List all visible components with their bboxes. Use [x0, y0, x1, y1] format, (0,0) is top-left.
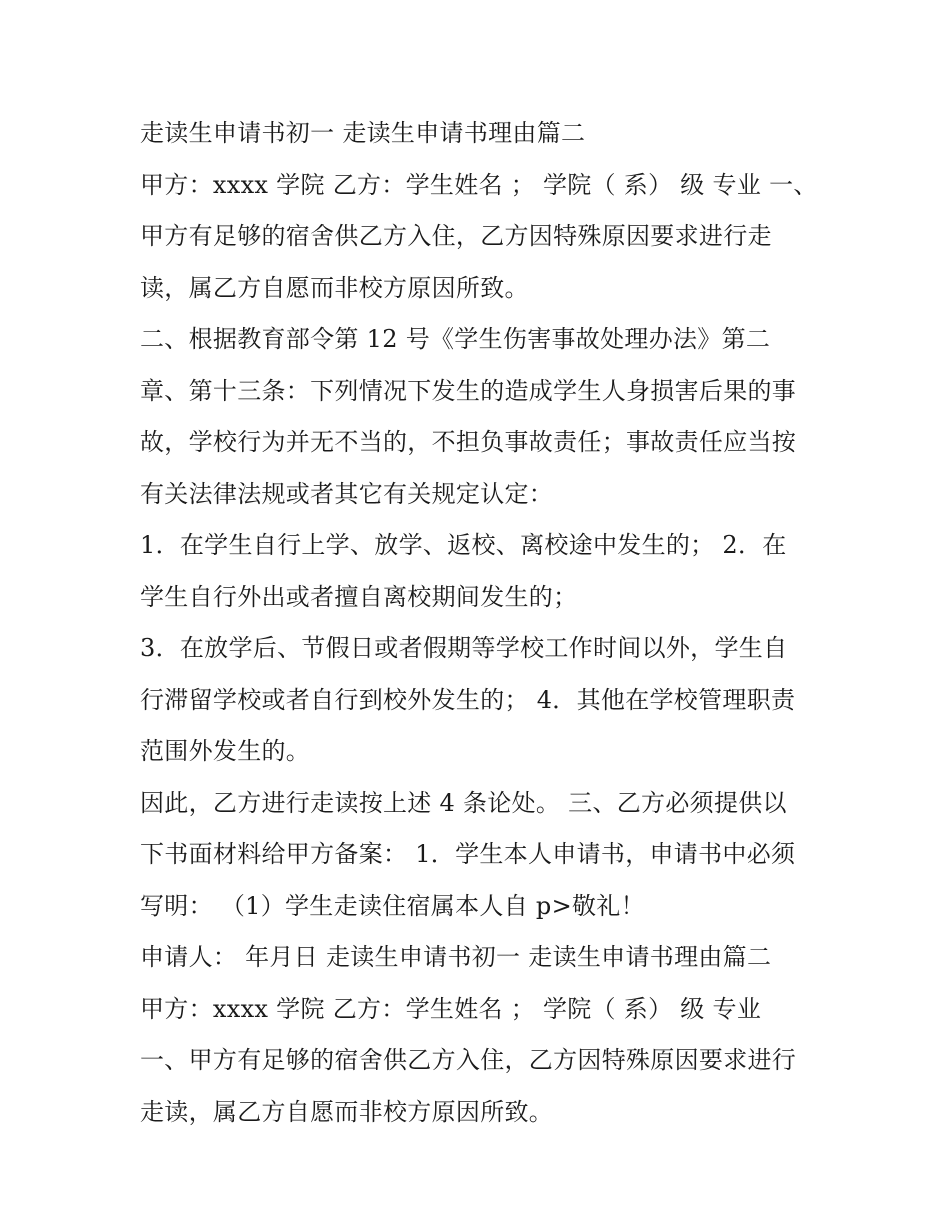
text-line: 3．在放学后、节假日或者假期等学校工作时间以外，学生自	[140, 634, 788, 662]
document-body	[140, 108, 830, 1138]
text-line: 走读生申请书初一 走读生申请书理由篇二	[140, 119, 586, 147]
text-line: 甲方：xxxx 学院 乙方：学生姓名 ； 学院（ 系） 级 专业 一、	[140, 170, 818, 199]
text-line: 甲方：xxxx 学院 乙方：学生姓名 ； 学院（ 系） 级 专业	[140, 994, 762, 1023]
text-line: 有关法律法规或者其它有关规定认定：	[140, 479, 554, 508]
text-line: 二、根据教育部令第 12 号《学生伤害事故处理办法》第二	[140, 325, 771, 353]
text-line: 范围外发生的。	[140, 737, 311, 765]
text-line: 行滞留学校或者自行到校外发生的； 4．其他在学校管理职责	[140, 685, 796, 714]
text-line: 章、第十三条：下列情况下发生的造成学生人身损害后果的事	[140, 376, 797, 405]
text-line: 读，属乙方自愿而非校方原因所致。	[140, 273, 529, 302]
text-line: 走读，属乙方自愿而非校方原因所致。	[140, 1097, 554, 1126]
text-line: 因此，乙方进行走读按上述 4 条论处。 三、乙方必须提供以	[140, 788, 787, 817]
text-line: 写明： （1）学生走读住宿属本人自 p>敬礼！	[140, 891, 645, 920]
text-line: 学生自行外出或者擅自离校期间发生的；	[140, 582, 578, 611]
text-line: 1．在学生自行上学、放学、返校、离校途中发生的； 2．在	[140, 531, 787, 559]
text-line: 申请人： 年月日 走读生申请书初一 走读生申请书理由篇二	[140, 943, 772, 971]
text-line: 一、甲方有足够的宿舍供乙方入住，乙方因特殊原因要求进行	[140, 1046, 797, 1074]
text-line: 甲方有足够的宿舍供乙方入住，乙方因特殊原因要求进行走	[140, 222, 772, 250]
text-line: 故，学校行为并无不当的，不担负事故责任；事故责任应当按	[140, 428, 797, 456]
text-line: 下书面材料给甲方备案： 1．学生本人申请书，申请书中必须	[140, 840, 796, 868]
